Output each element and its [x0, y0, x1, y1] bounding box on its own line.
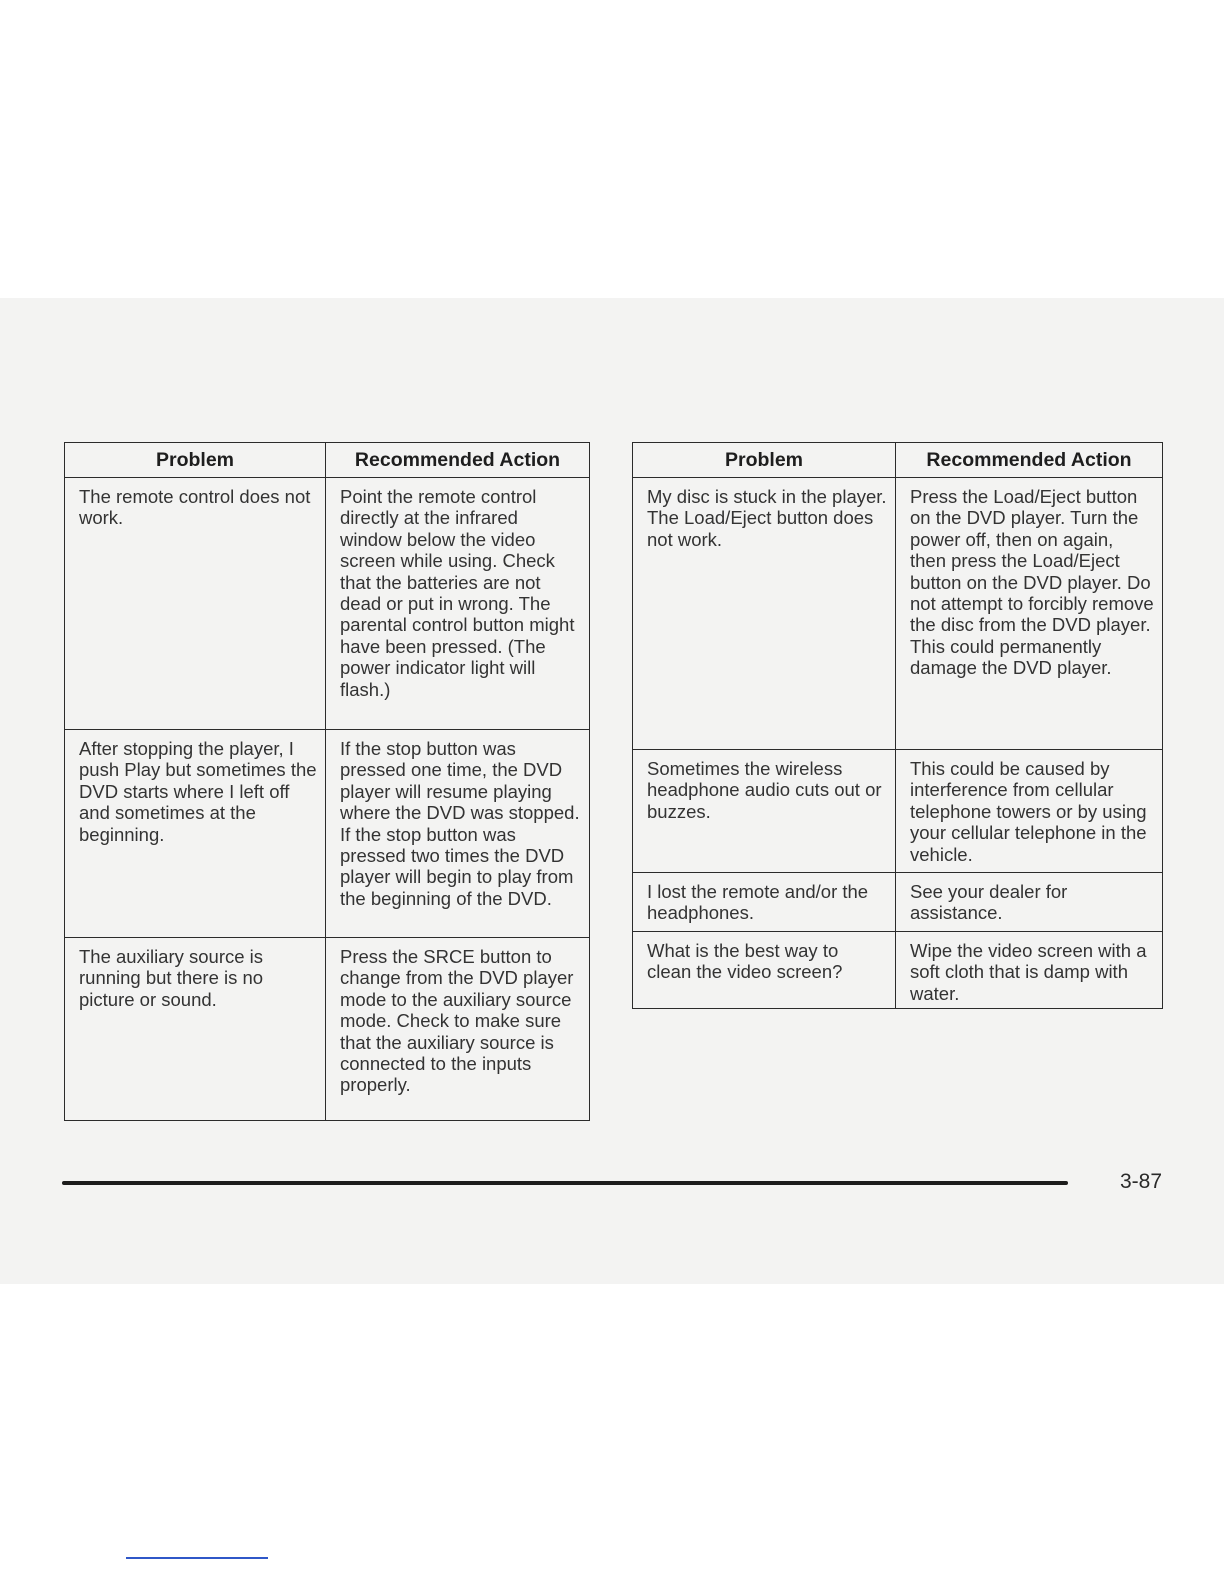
table-row	[65, 938, 590, 1121]
problem-cell: Sometimes the wireless headphone audio cuts out or buzzes.	[633, 750, 896, 873]
table-row	[633, 750, 1163, 873]
problem-cell: The remote control does not work.	[65, 478, 326, 730]
problem-column-header: Problem	[65, 443, 326, 478]
action-cell: See your dealer for assistance.	[896, 873, 1163, 932]
action-cell: Press the Load/Eject button on the DVD player. Turn the power off, then on again, then press the Load/Eject button on the DVD player. Do not attempt to forcibly remove the disc from the DVD player. This could permanently damage the DVD player.	[896, 478, 1163, 750]
troubleshooting-table-left	[64, 442, 590, 1121]
table-row	[633, 873, 1163, 932]
action-cell: If the stop button was pressed one time, the DVD player will resume playing where the DVD was stopped. If the stop button was pressed two times the DVD player will begin to play from the beginning of the DVD.	[326, 730, 590, 938]
link-underline	[126, 1557, 268, 1559]
problem-cell: My disc is stuck in the player. The Load/Eject button does not work.	[633, 478, 896, 750]
table-row	[633, 478, 1163, 750]
problem-cell: After stopping the player, I push Play but sometimes the DVD starts where I left off and sometimes at the beginning.	[65, 730, 326, 938]
action-column-header: Recommended Action	[326, 443, 590, 478]
footer-rule	[62, 1181, 1068, 1185]
problem-column-header: Problem	[633, 443, 896, 478]
action-cell: This could be caused by interference from cellular telephone towers or by using your cellular telephone in the vehicle.	[896, 750, 1163, 873]
problem-cell: The auxiliary source is running but there is no picture or sound.	[65, 938, 326, 1121]
table-row	[633, 932, 1163, 1009]
problem-cell: What is the best way to clean the video screen?	[633, 932, 896, 1009]
action-cell: Wipe the video screen with a soft cloth that is damp with water.	[896, 932, 1163, 1009]
problem-cell: I lost the remote and/or the headphones.	[633, 873, 896, 932]
table-header-row	[65, 443, 590, 478]
action-cell: Press the SRCE button to change from the DVD player mode to the auxiliary source mode. Check to make sure that the auxiliary source is connected to the inputs properly.	[326, 938, 590, 1121]
action-cell: Point the remote control directly at the infrared window below the video screen while using. Check that the batteries are not dead or put in wrong. The parental control button might have been pressed. (The power indicator light will flash.)	[326, 478, 590, 730]
table-row	[65, 730, 590, 938]
table-header-row	[633, 443, 1163, 478]
troubleshooting-table-right	[632, 442, 1163, 1009]
table-row	[65, 478, 590, 730]
action-column-header: Recommended Action	[896, 443, 1163, 478]
page-number: 3-87	[1120, 1170, 1163, 1193]
